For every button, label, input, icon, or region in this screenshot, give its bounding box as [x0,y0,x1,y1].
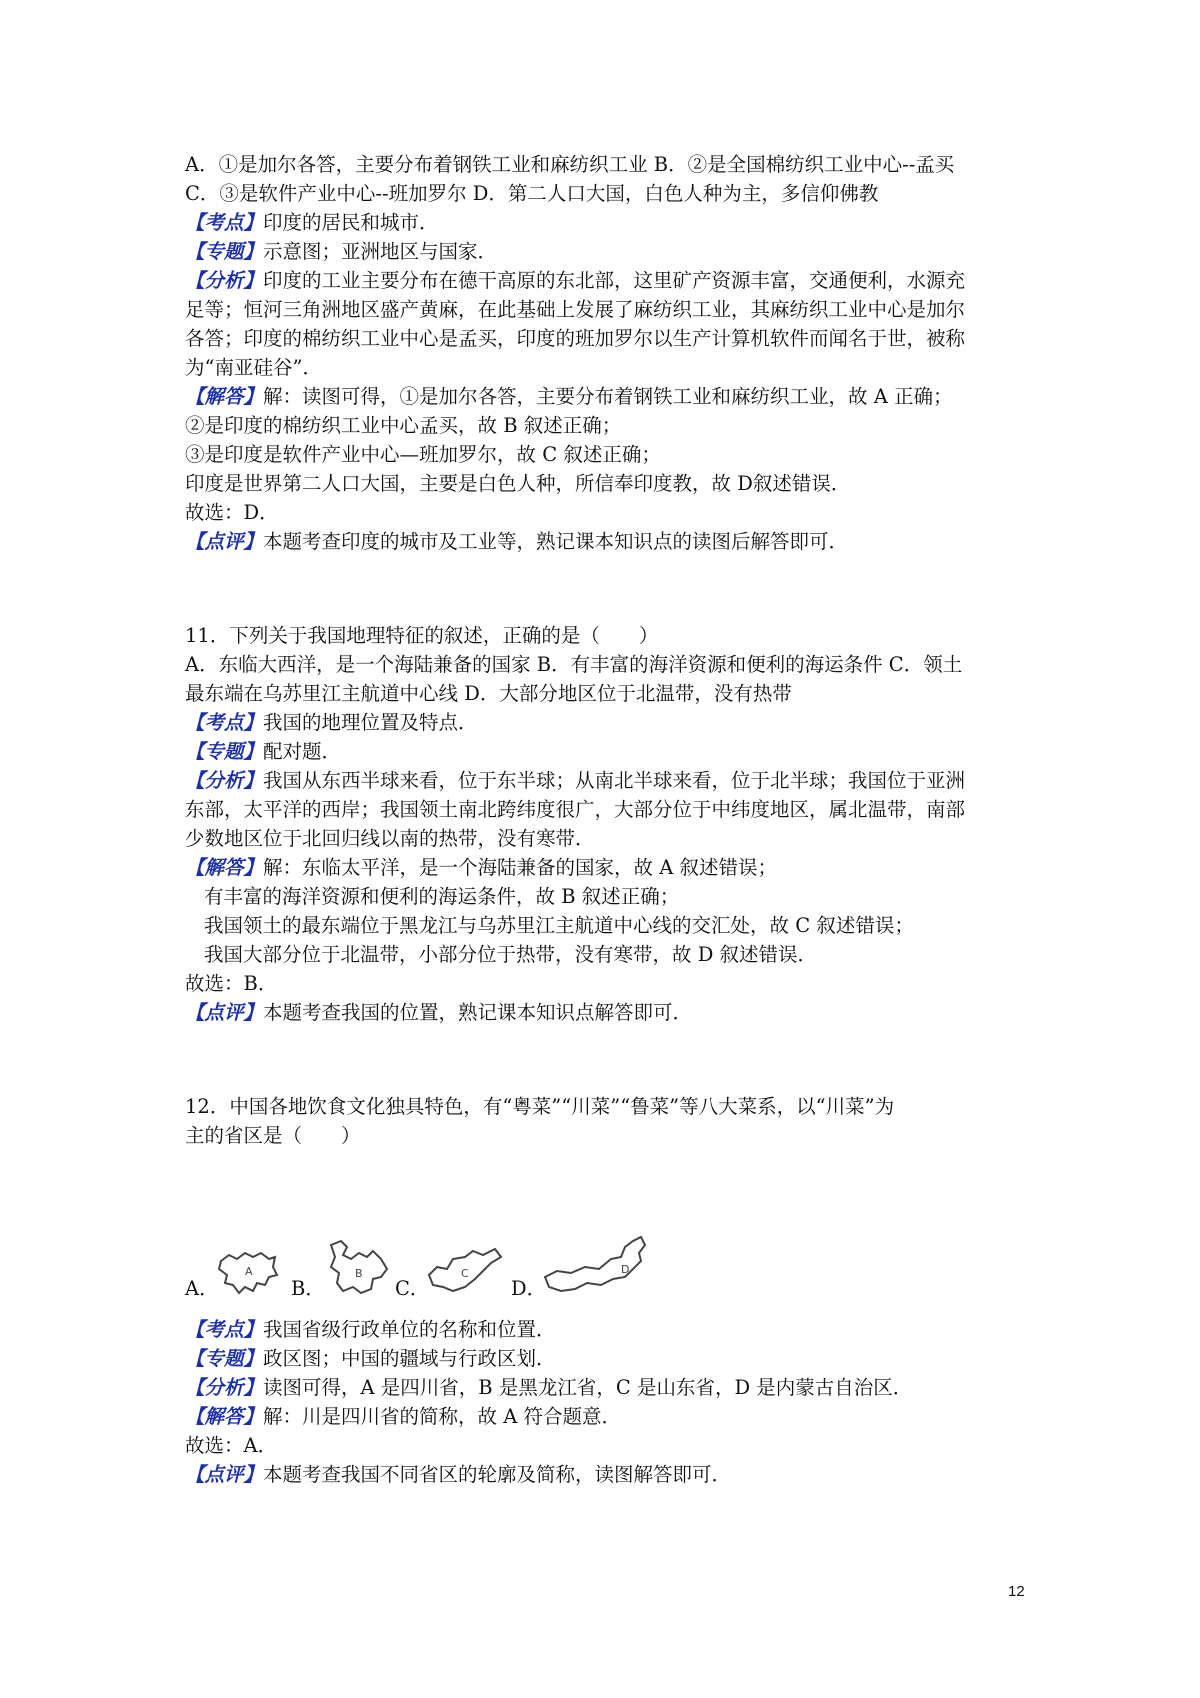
option-a-label: A． [185,1277,219,1300]
q10-jieda-2: ②是印度的棉纺织工业中心孟买，故 B 叙述正确； [185,414,622,437]
q12-fenxi-text-1: 读图可得，A 是四川省，B 是黑龙江省，C 是山东省，D 是内蒙古自治区． [263,1376,913,1399]
q12-kaodian [185,1316,1025,1344]
q11-options-line2: 最东端在乌苏里江主航道中心线 D．大部分地区位于北温带，没有热带 [185,682,792,705]
q10-zhuanti-text: 示意图；亚洲地区与国家． [263,240,498,263]
q12-jieda-1 [185,1403,1025,1431]
page-number: 12 [1008,1583,1025,1600]
map-letter-c: C [461,1267,469,1280]
q10-answer: 故选：D． [185,501,279,524]
q12-map-options [185,1233,1025,1303]
q11-zhuanti [185,738,1025,766]
q12-kaodian-text: 我国省级行政单位的名称和位置． [263,1318,556,1341]
q10-kaodian [185,209,1025,237]
q12-dianping-text: 本题考查我国不同省区的轮廓及简称，读图解答即可． [263,1463,732,1486]
q12-jieda-text-1: 解：川是四川省的简称，故 A 符合题意． [263,1405,621,1428]
q10-fenxi-1 [185,267,1025,295]
zhuanti-tag: 【专题】 [185,240,264,263]
q11-fenxi-3: 少数地区位于北回归线以南的热带，没有寒带． [185,827,595,850]
jieda-tag: 【解答】 [185,385,264,408]
q11-jieda-1 [185,854,1025,882]
q12-zhuanti-text: 政区图；中国的疆域与行政区划． [263,1347,556,1370]
kaodian-tag: 【考点】 [185,711,264,734]
q10-jieda-text-1: 解：读图可得，①是加尔各答，主要分布着钢铁工业和麻纺织工业，故 A 正确； [263,385,953,408]
q11-zhuanti-text: 配对题． [263,740,342,763]
q10-fenxi-3: 各答；印度的棉纺织工业中心是孟买，印度的班加罗尔以生产计算机软件而闻名于世，被称 [185,327,966,350]
q10-jieda-1 [185,383,1025,411]
dianping-tag: 【点评】 [185,1463,264,1486]
map-letter-d: D [621,1263,630,1276]
jieda-tag: 【解答】 [185,856,264,879]
q10-jieda-4: 印度是世界第二人口大国，主要是白色人种，所信奉印度教，故 D叙述错误． [185,472,851,495]
q10-kaodian-text: 印度的居民和城市． [263,211,439,234]
q12-answer: 故选：A． [185,1434,278,1457]
heilongjiang-outline-map [321,1237,393,1299]
kaodian-tag: 【考点】 [185,211,264,234]
q10-jieda-3: ③是印度是软件产业中心—班加罗尔，故 C 叙述正确； [185,443,661,466]
option-b-label: B． [291,1277,325,1300]
map-letter-b: B [355,1267,363,1280]
q12-zhuanti [185,1345,1025,1373]
q12-stem-2: 主的省区是（ ） [185,1124,361,1147]
q10-zhuanti [185,238,1025,266]
q11-fenxi-1 [185,767,1025,795]
q11-jieda-3: 我国领土的最东端位于黑龙江与乌苏里江主航道中心线的交汇处，故 C 叙述错误； [204,914,914,937]
fenxi-tag: 【分析】 [185,269,264,292]
q12-dianping [185,1461,1025,1489]
fenxi-tag: 【分析】 [185,769,264,792]
q11-answer: 故选：B． [185,972,278,995]
sichuan-outline-map [215,1247,281,1299]
q10-options-line2: C．③是软件产业中心--班加罗尔 D．第二人口大国，白色人种为主，多信仰佛教 [185,182,879,205]
q11-kaodian [185,709,1025,737]
q11-dianping-text: 本题考查我国的位置，熟记课本知识点解答即可． [263,1001,693,1024]
q11-fenxi-2: 东部，太平洋的西岸；我国领土南北跨纬度很广，大部分位于中纬度地区，属北温带，南部 [185,798,966,821]
q11-options-line1: A．东临大西洋，是一个海陆兼备的国家 B．有丰富的海洋资源和便利的海运条件 C．领土 [185,653,963,676]
q11-jieda-text-1: 解：东临太平洋，是一个海陆兼备的国家，故 A 叙述错误； [263,856,777,879]
q11-stem: 11．下列关于我国地理特征的叙述，正确的是（ ） [185,624,659,647]
map-letter-a: A [245,1265,253,1278]
inner-mongolia-outline-map [541,1233,651,1299]
dianping-tag: 【点评】 [185,1001,264,1024]
shandong-outline-map [425,1245,505,1297]
q11-jieda-4: 我国大部分位于北温带，小部分位于热带，没有寒带，故 D 叙述错误． [204,943,818,966]
q10-fenxi-4: 为“南亚硅谷”． [185,356,322,379]
dianping-tag: 【点评】 [185,530,264,553]
q12-fenxi-1 [185,1374,1025,1402]
q12-stem-1: 12．中国各地饮食文化独具特色，有“粤菜”“川菜”“鲁菜”等八大菜系，以“川菜”为 [185,1095,895,1118]
option-d-label: D． [511,1277,547,1300]
zhuanti-tag: 【专题】 [185,1347,264,1370]
q11-jieda-2: 有丰富的海洋资源和便利的海运条件，故 B 叙述正确； [204,885,680,908]
q11-dianping [185,999,1025,1027]
zhuanti-tag: 【专题】 [185,740,264,763]
q10-fenxi-2: 足等；恒河三角洲地区盛产黄麻，在此基础上发展了麻纺织工业，其麻纺织工业中心是加尔 [185,298,966,321]
jieda-tag: 【解答】 [185,1405,264,1428]
q11-kaodian-text: 我国的地理位置及特点． [263,711,478,734]
option-c-label: C． [395,1277,430,1300]
q10-dianping-text: 本题考查印度的城市及工业等，熟记课本知识点的读图后解答即可． [263,530,849,553]
q10-dianping [185,528,1025,556]
q11-fenxi-text-1: 我国从东西半球来看，位于东半球；从南北半球来看，位于北半球；我国位于亚洲 [263,769,966,792]
kaodian-tag: 【考点】 [185,1318,264,1341]
fenxi-tag: 【分析】 [185,1376,264,1399]
q10-options-line1: A．①是加尔各答，主要分布着钢铁工业和麻纺织工业 B．②是全国棉纺织工业中心--孟买 [185,153,955,176]
q10-fenxi-text-1: 印度的工业主要分布在德干高原的东北部，这里矿产资源丰富，交通便利，水源充 [263,269,966,292]
